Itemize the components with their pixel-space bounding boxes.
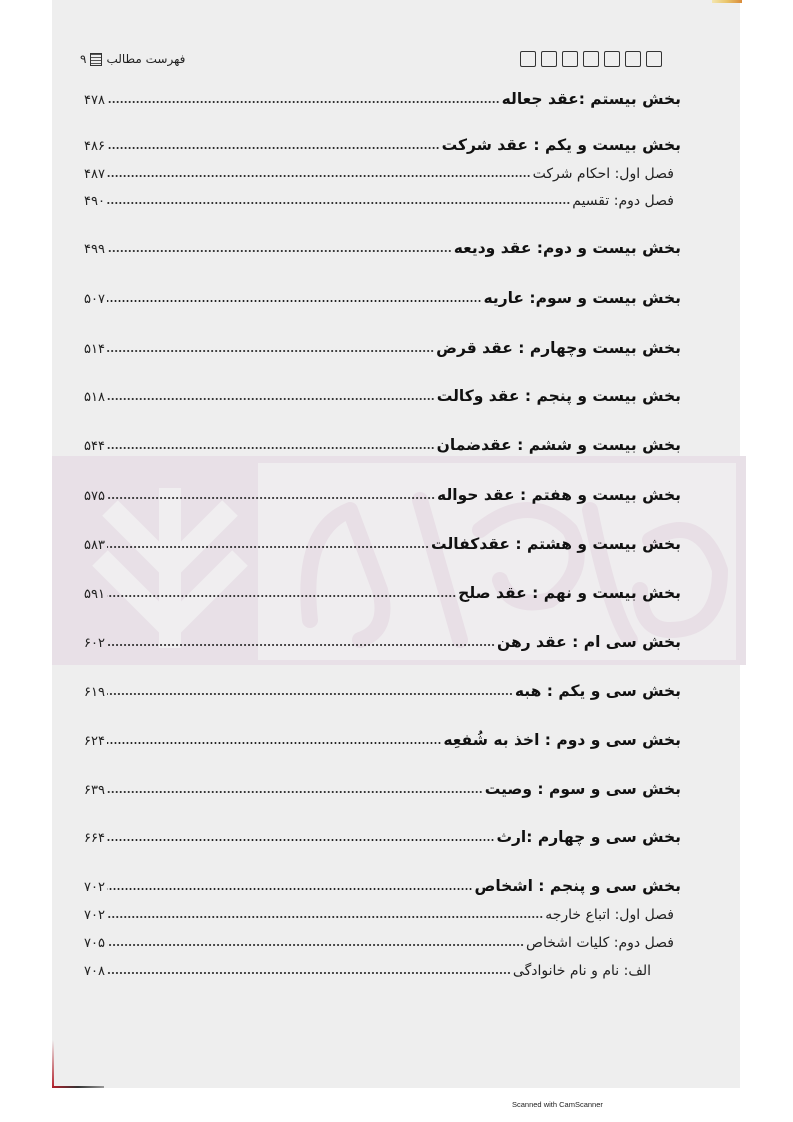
scan-watermark-label: Scanned with CamScanner [512, 1100, 603, 1109]
toc-entry[interactable] [84, 480, 681, 504]
toc-leader-dots [107, 447, 435, 449]
header-title: فهرست مطالب [106, 52, 186, 66]
toc-entry-title: فصل اول: احکام شرکت [532, 166, 674, 182]
toc-entry-title: بخش سی و سوم : وصیت [484, 780, 681, 798]
header-box [562, 51, 578, 67]
header-box [541, 51, 557, 67]
toc-entry-page: ۴۹۰ [84, 194, 105, 209]
header-box [604, 51, 620, 67]
toc-entry[interactable] [84, 430, 681, 454]
toc-entry-page: ۵۹۱ [84, 587, 105, 602]
toc-entry-title: بخش بیست و نهم : عقد صلح [458, 584, 681, 602]
toc-entry[interactable] [84, 822, 681, 846]
toc-entry-page: ۵۱۸ [84, 390, 105, 405]
toc-entry-page: ۶۲۴ [84, 734, 105, 749]
toc-entry[interactable] [84, 233, 681, 257]
toc-entry-page: ۴۸۶ [84, 139, 105, 154]
toc-leader-dots [107, 250, 452, 252]
toc-entry-title: فصل اول: اتباع خارجه [545, 907, 674, 923]
header-box [583, 51, 599, 67]
toc-subentry[interactable] [84, 185, 674, 209]
toc-leader-dots [107, 398, 435, 400]
toc-entry-page: ۶۱۹ [84, 685, 105, 700]
toc-entry-page: ۴۹۹ [84, 242, 105, 257]
header-box [646, 51, 662, 67]
toc-entry[interactable] [84, 578, 681, 602]
toc-leader-dots [107, 300, 482, 302]
toc-entry-page: ۷۰۵ [84, 936, 105, 951]
toc-leader-dots [107, 595, 456, 597]
toc-entry[interactable] [84, 676, 681, 700]
toc-entry-title: بخش بیست و دوم: عقد ودیعه [453, 239, 681, 257]
toc-leader-dots [107, 644, 495, 646]
header-page-number: ۹ [80, 52, 87, 66]
toc-leader-dots [107, 546, 429, 548]
toc-leader-dots [107, 147, 440, 149]
toc-entry-title: بخش بیست و سوم: عاریه [483, 289, 681, 307]
toc-entry-title: بخش سی و یکم : هبه [514, 682, 681, 700]
toc-entry-title: بخش بیست وچهارم : عقد قرض [436, 339, 681, 357]
toc-leader-dots [107, 839, 494, 841]
running-header [80, 52, 185, 66]
toc-subsubentry[interactable] [84, 955, 651, 979]
toc-entry-title: بخش بیست و یکم : عقد شرکت [441, 136, 681, 154]
toc-entry[interactable] [84, 84, 681, 108]
toc-entry-page: ۵۴۴ [84, 439, 105, 454]
toc-leader-dots [107, 888, 473, 890]
toc-entry-title: بخش بیست و هفتم : عقد حواله [437, 486, 681, 504]
toc-leader-dots [107, 202, 570, 204]
toc-entry-title: بخش سی و دوم : اخذ به شُفعِه [443, 731, 681, 749]
toc-entry-title: فصل دوم: تقسیم [572, 193, 674, 209]
toc-entry-title: بخش بیستم :عقد جعاله [501, 90, 681, 108]
toc-entry[interactable] [84, 627, 681, 651]
toc-entry-page: ۷۰۸ [84, 964, 105, 979]
toc-entry-page: ۶۳۹ [84, 783, 105, 798]
scan-edge-artifact-bottom [52, 1086, 104, 1088]
toc-entry[interactable] [84, 725, 681, 749]
toc-entry-title: بخش بیست و هشتم : عقدکفالت [431, 535, 681, 553]
toc-leader-dots [107, 101, 500, 103]
scan-edge-artifact [52, 1040, 54, 1088]
toc-leader-dots [107, 693, 513, 695]
toc-entry[interactable] [84, 333, 681, 357]
toc-entry-page: ۷۰۲ [84, 908, 105, 923]
toc-leader-dots [107, 916, 543, 918]
toc-entry-page: ۵۷۵ [84, 489, 105, 504]
toc-entry-title: فصل دوم: کلیات اشخاص [526, 935, 674, 951]
toc-entry[interactable] [84, 774, 681, 798]
toc-entry-page: ۵۰۷ [84, 292, 105, 307]
toc-entry[interactable] [84, 529, 681, 553]
header-box [625, 51, 641, 67]
toc-entry-page: ۵۱۴ [84, 342, 105, 357]
toc-entry-title: بخش بیست و ششم : عقدضمان [436, 436, 681, 454]
toc-entry-page: ۶۶۴ [84, 831, 105, 846]
toc-entry-title: الف: نام و نام خانوادگی [512, 963, 651, 979]
toc-entry-title: بخش بیست و پنجم : عقد وکالت [436, 387, 681, 405]
scan-corner-artifact [712, 0, 742, 3]
toc-subentry[interactable] [84, 927, 674, 951]
book-icon [90, 53, 102, 66]
toc-entry-page: ۴۷۸ [84, 93, 105, 108]
toc-entry[interactable] [84, 381, 681, 405]
header-box [520, 51, 536, 67]
toc-entry-page: ۵۸۳ [84, 538, 105, 553]
toc-entry-title: بخش سی و چهارم :ارث [496, 828, 681, 846]
toc-leader-dots [107, 791, 483, 793]
toc-entry[interactable] [84, 130, 681, 154]
toc-leader-dots [107, 350, 434, 352]
toc-entry-title: بخش سی ام : عقد رهن [497, 633, 681, 651]
toc-entry[interactable] [84, 283, 681, 307]
toc-entry-page: ۴۸۷ [84, 167, 105, 182]
toc-leader-dots [107, 175, 531, 177]
toc-entry-title: بخش سی و پنجم : اشخاص [474, 877, 681, 895]
toc-entry-page: ۶۰۲ [84, 636, 105, 651]
toc-entry-page: ۷۰۲ [84, 880, 105, 895]
toc-entry[interactable] [84, 871, 681, 895]
toc-leader-dots [107, 497, 435, 499]
toc-subentry[interactable] [84, 899, 674, 923]
toc-subentry[interactable] [84, 158, 674, 182]
toc-leader-dots [107, 944, 524, 946]
toc-leader-dots [107, 742, 441, 744]
toc-leader-dots [107, 972, 511, 974]
header-box-row [520, 51, 662, 67]
